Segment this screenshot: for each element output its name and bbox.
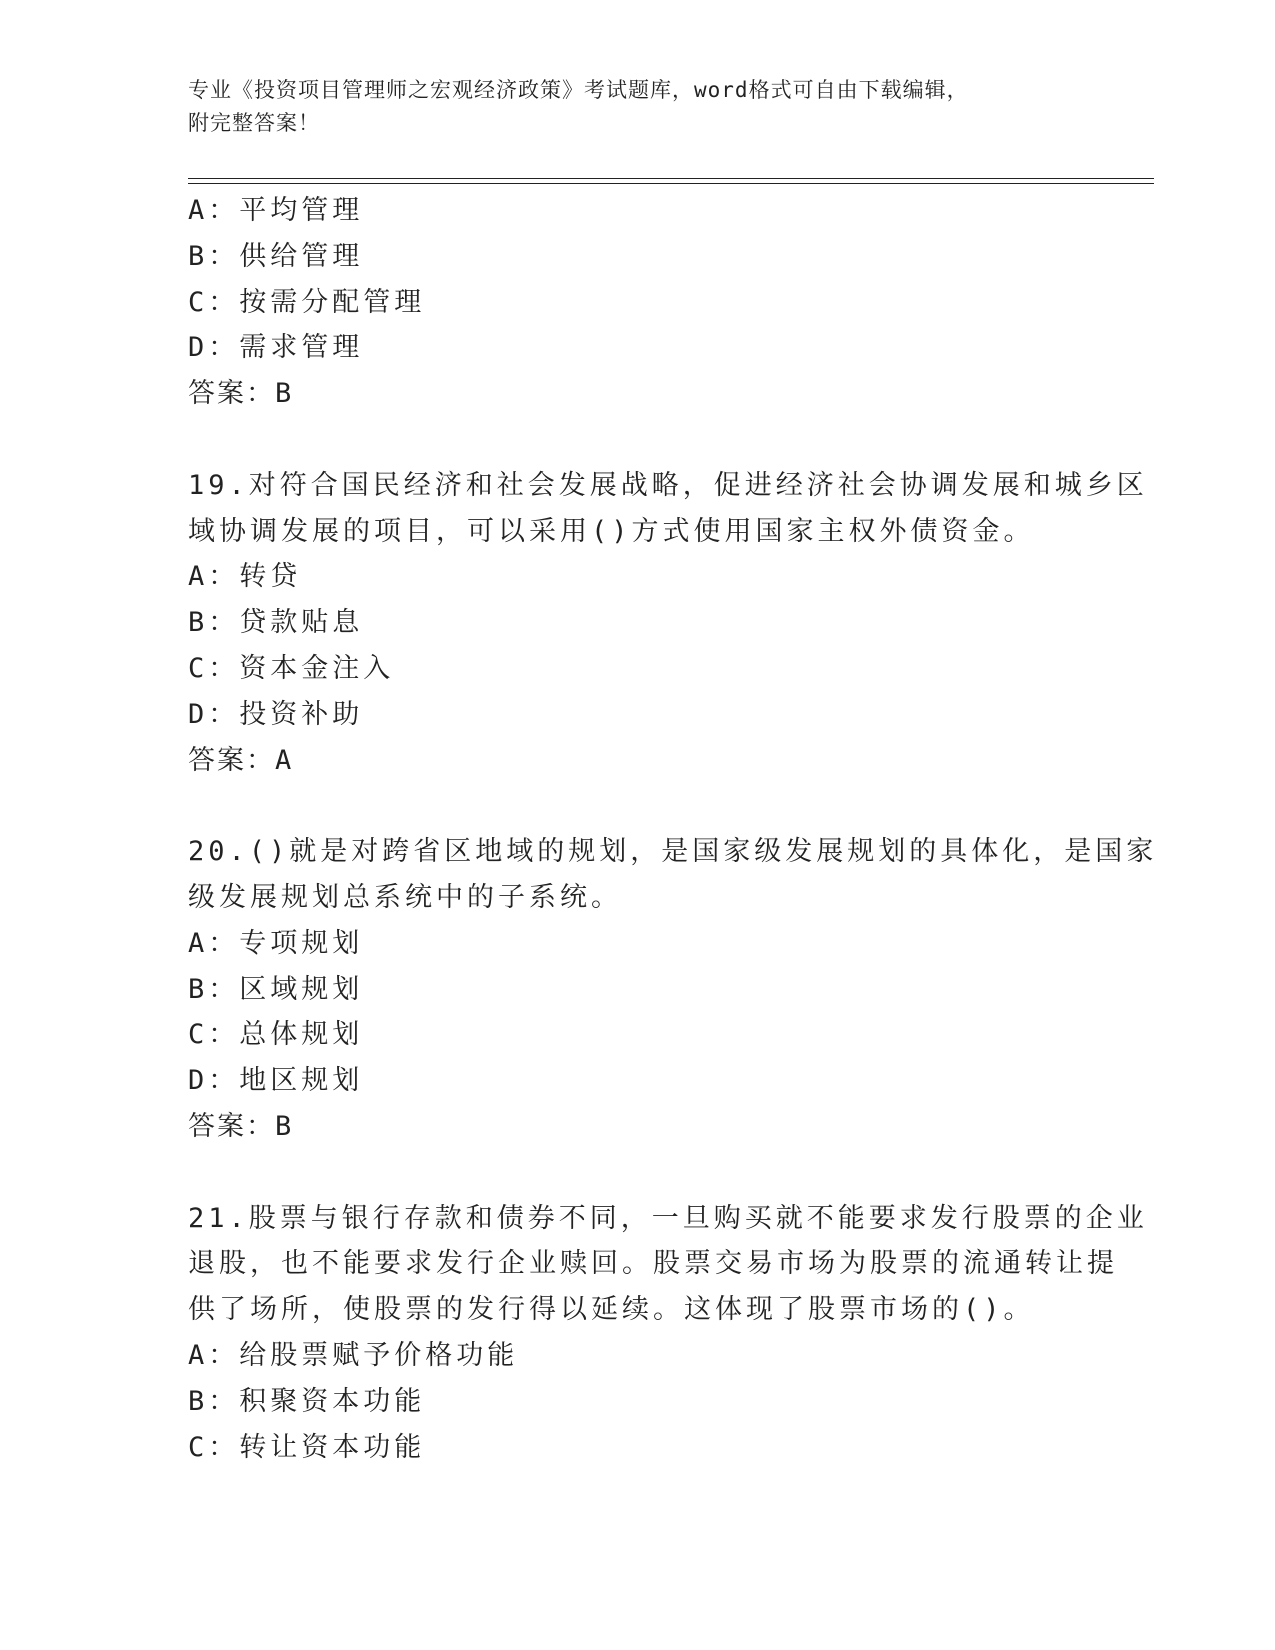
question-stem-line: 19.对符合国民经济和社会发展战略，促进经济社会协调发展和城乡区 [188,469,1148,501]
question-stem-line: 域协调发展的项目，可以采用()方式使用国家主权外债资金。 [188,515,1035,547]
option-a: A：平均管理 [188,195,364,226]
spacer [188,1150,1088,1196]
question-stem-line: 退股，也不能要求发行企业赎回。股票交易市场为股票的流通转让提 [188,1248,1118,1280]
question-content [188,188,1158,1470]
document-header [188,74,1088,140]
option-d: D：投资补助 [188,698,364,730]
question-19 [188,463,1148,784]
option-d: D：地区规划 [188,1065,364,1097]
option-b: B：贷款贴息 [188,607,364,639]
answer: 答案：B [188,1110,294,1142]
question-stem-line: 供了场所，使股票的发行得以延续。这体现了股票市场的()。 [188,1294,1035,1326]
option-c: C：按需分配管理 [188,286,426,318]
option-d: D：需求管理 [188,332,364,364]
option-c: C：总体规划 [188,1019,364,1051]
header-divider-bottom [188,183,1154,184]
header-divider-top [188,178,1154,179]
question-21 [188,1196,1148,1471]
question-stem-line: 级发展规划总系统中的子系统。 [188,881,622,913]
option-a: A：转贷 [188,561,302,593]
answer: 答案：B [188,378,294,410]
option-c: C：资本金注入 [188,652,395,684]
question-stem-line: 20.()就是对跨省区地域的规划，是国家级发展规划的具体化，是国家 [188,836,1158,868]
answer: 答案：A [188,744,294,776]
question-18 [188,188,1088,417]
option-c: C：转让资本功能 [188,1431,426,1463]
option-a: A：给股票赋予价格功能 [188,1339,519,1371]
header-line-2: 附完整答案！ [188,111,320,135]
option-a: A：专项规划 [188,927,364,959]
question-stem-line: 21.股票与银行存款和债券不同，一旦购买就不能要求发行股票的企业 [188,1202,1148,1234]
option-b: B：积聚资本功能 [188,1385,426,1417]
question-20 [188,829,1158,1150]
header-line-1: 专业《投资项目管理师之宏观经济政策》考试题库，word格式可自由下载编辑， [188,78,969,102]
spacer [188,417,1088,463]
option-b: B：区域规划 [188,973,364,1005]
spacer [188,783,1088,829]
option-b: B：供给管理 [188,240,364,272]
